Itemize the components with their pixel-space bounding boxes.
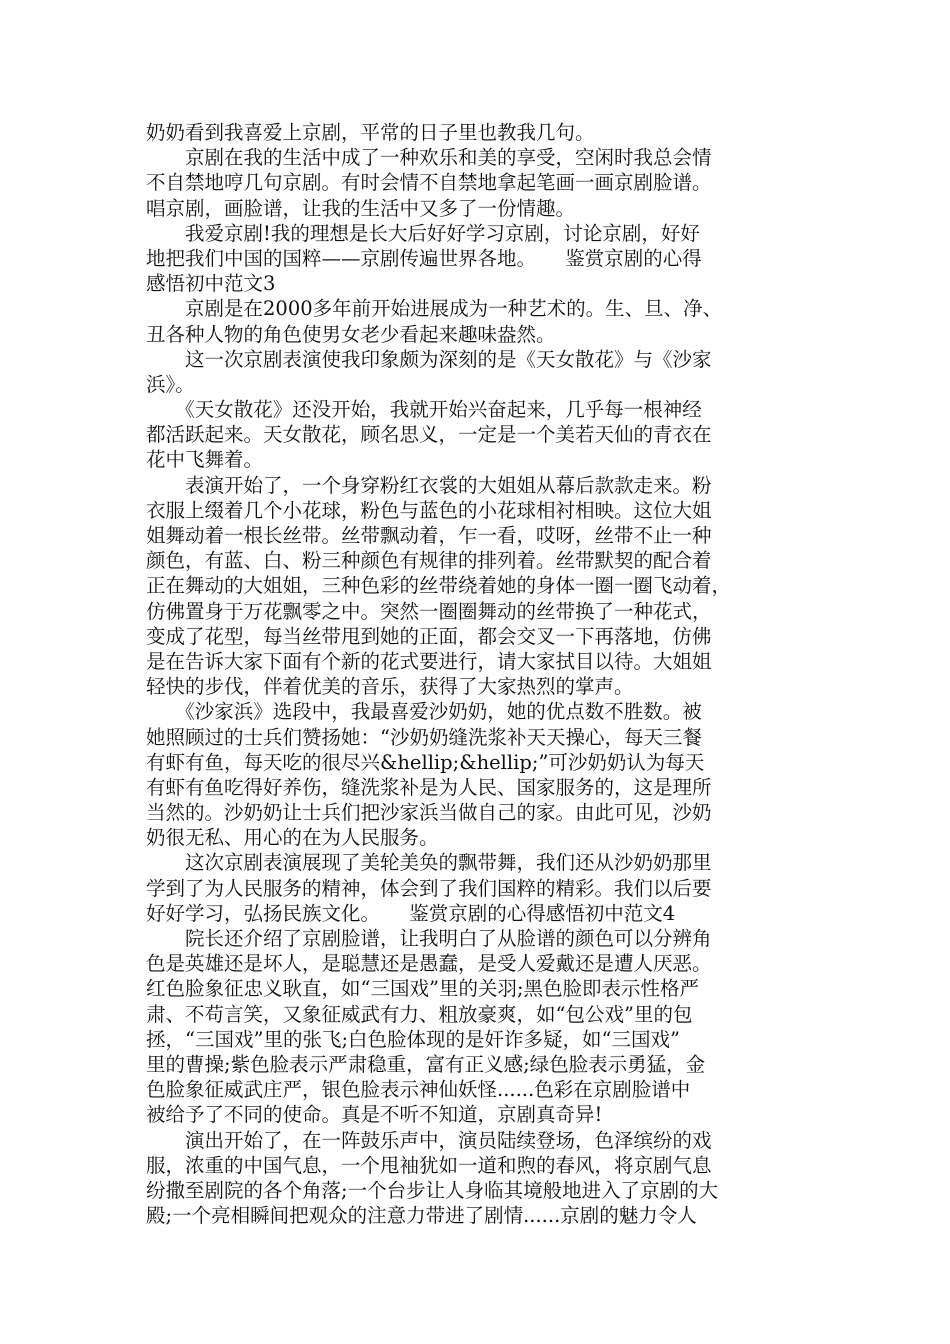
text-line: 丑各种人物的角色使男女老少看起来趣味盎然。 bbox=[146, 322, 556, 346]
text-line: 变成了花型，每当丝带甩到她的正面，都会交叉一下再落地，仿佛 bbox=[146, 624, 712, 648]
document-body bbox=[146, 120, 826, 1228]
text-line: 姐舞动着一根长丝带。丝带飘动着，乍一看，哎呀，丝带不止一种 bbox=[146, 524, 712, 547]
text-line: 不自禁地哼几句京剧。有时会情不自禁地拿起笔画一画京剧脸谱。 bbox=[146, 171, 712, 195]
text-line: 院长还介绍了京剧脸谱，让我明白了从脸谱的颜色可以分辨角 bbox=[146, 927, 712, 950]
text-line: 里的曹操;紫色脸表示严肃稳重，富有正义感;绿色脸表示勇猛，金 bbox=[146, 1052, 706, 1076]
text-line: 有虾有鱼吃得好养伤，缝洗浆补是为人民、国家服务的，这是理所 bbox=[146, 775, 712, 799]
text-line: 颜色，有蓝、白、粉三种颜色有规律的排列着。丝带默契的配合着 bbox=[146, 549, 712, 573]
text-line: 殿;一个亮相瞬间把观众的注意力带进了剧情......京剧的魅力令人 bbox=[146, 1204, 697, 1228]
text-line: 仿佛置身于万花飘零之中。突然一圈圈舞动的丝带换了一种花式， bbox=[146, 599, 712, 623]
text-line: 这次京剧表演展现了美轮美奂的飘带舞，我们还从沙奶奶那里 bbox=[146, 851, 712, 875]
text-line: 《天女散花》还没开始，我就开始兴奋起来，几乎每一根神经 bbox=[146, 398, 702, 422]
text-line: 好好学习，弘扬民族文化。 鉴赏京剧的心得感悟初中范文4 bbox=[146, 901, 676, 925]
text-line: 她照顾过的士兵们赞扬她：“沙奶奶缝洗浆补天天操心，每天三餐 bbox=[146, 725, 702, 749]
text-line: 《沙家浜》选段中，我最喜爱沙奶奶，她的优点数不胜数。被 bbox=[146, 700, 702, 724]
text-line: 色是英雄还是坏人，是聪慧还是愚蠢，是受人爱戴还是遭人厌恶。 bbox=[146, 952, 712, 976]
text-line: 京剧在我的生活中成了一种欢乐和美的享受，空闲时我总会情 bbox=[146, 146, 712, 170]
text-line: 唱京剧，画脸谱，让我的生活中又多了一份情趣。 bbox=[146, 196, 576, 220]
text-line: 这一次京剧表演使我印象颇为深刻的是《天女散花》与《沙家 bbox=[146, 347, 712, 371]
text-line: 学到了为人民服务的精神，体会到了我们国粹的精彩。我们以后要 bbox=[146, 876, 712, 900]
text-line: 轻快的步伐，伴着优美的音乐，获得了大家热烈的掌声。 bbox=[146, 675, 634, 699]
text-line: 奶很无私、用心的在为人民服务。 bbox=[146, 826, 439, 850]
text-line: 当然的。沙奶奶让士兵们把沙家浜当做自己的家。由此可见，沙奶 bbox=[146, 801, 712, 825]
text-line: 色脸象征威武庄严，银色脸表示神仙妖怪......色彩在京剧脸谱中 bbox=[146, 1078, 691, 1102]
text-line: 地把我们中国的国粹——京剧传遍世界各地。 鉴赏京剧的心得 bbox=[146, 246, 702, 270]
text-line: 红色脸象征忠义耿直，如“三国戏”里的关羽;黑色脸即表示性格严 bbox=[146, 977, 700, 1001]
text-line: 都活跃起来。天女散花，顾名思义，一定是一个美若天仙的青衣在 bbox=[146, 423, 712, 447]
text-line: 有虾有鱼，每天吃的很尽兴&hellip;&hellip;”可沙奶奶认为每天 bbox=[146, 750, 705, 774]
text-line: 正在舞动的大姐姐，三种色彩的丝带绕着她的身体一圈一圈飞动着， bbox=[146, 574, 732, 598]
text-line: 拯，“三国戏”里的张飞;白色脸体现的是奸诈多疑，如“三国戏” bbox=[146, 1027, 680, 1051]
text-line: 花中飞舞着。 bbox=[146, 448, 264, 472]
text-line: 被给予了不同的使命。真是不听不知道，京剧真奇异! bbox=[146, 1103, 603, 1127]
text-line: 浜》。 bbox=[146, 372, 195, 396]
text-line: 服，浓重的中国气息，一个甩袖犹如一道和煦的春风，将京剧气息 bbox=[146, 1153, 712, 1177]
text-line: 纷撒至剧院的各个角落;一个台步让人身临其境般地进入了京剧的大 bbox=[146, 1178, 719, 1202]
text-line: 衣服上缀着几个小花球，粉色与蓝色的小花球相衬相映。这位大姐 bbox=[146, 498, 712, 522]
text-line: 我爱京剧!我的理想是长大后好好学习京剧，讨论京剧，好好 bbox=[146, 221, 700, 245]
text-line: 演出开始了，在一阵鼓乐声中，演员陆续登场，色泽缤纷的戏 bbox=[146, 1128, 712, 1152]
text-line: 表演开始了，一个身穿粉红衣裳的大姐姐从幕后款款走来。粉 bbox=[146, 473, 712, 497]
text-line: 奶奶看到我喜爱上京剧，平常的日子里也教我几句。 bbox=[146, 121, 595, 144]
text-line: 感悟初中范文3 bbox=[146, 272, 276, 296]
text-line: 是在告诉大家下面有个新的花式要进行，请大家拭目以待。大姐姐 bbox=[146, 649, 712, 673]
text-line: 京剧是在2000多年前开始进展成为一种艺术的。生、旦、净、 bbox=[146, 297, 723, 321]
text-line: 肃、不苟言笑，又象征威武有力、粗放豪爽，如“包公戏”里的包 bbox=[146, 1002, 693, 1026]
